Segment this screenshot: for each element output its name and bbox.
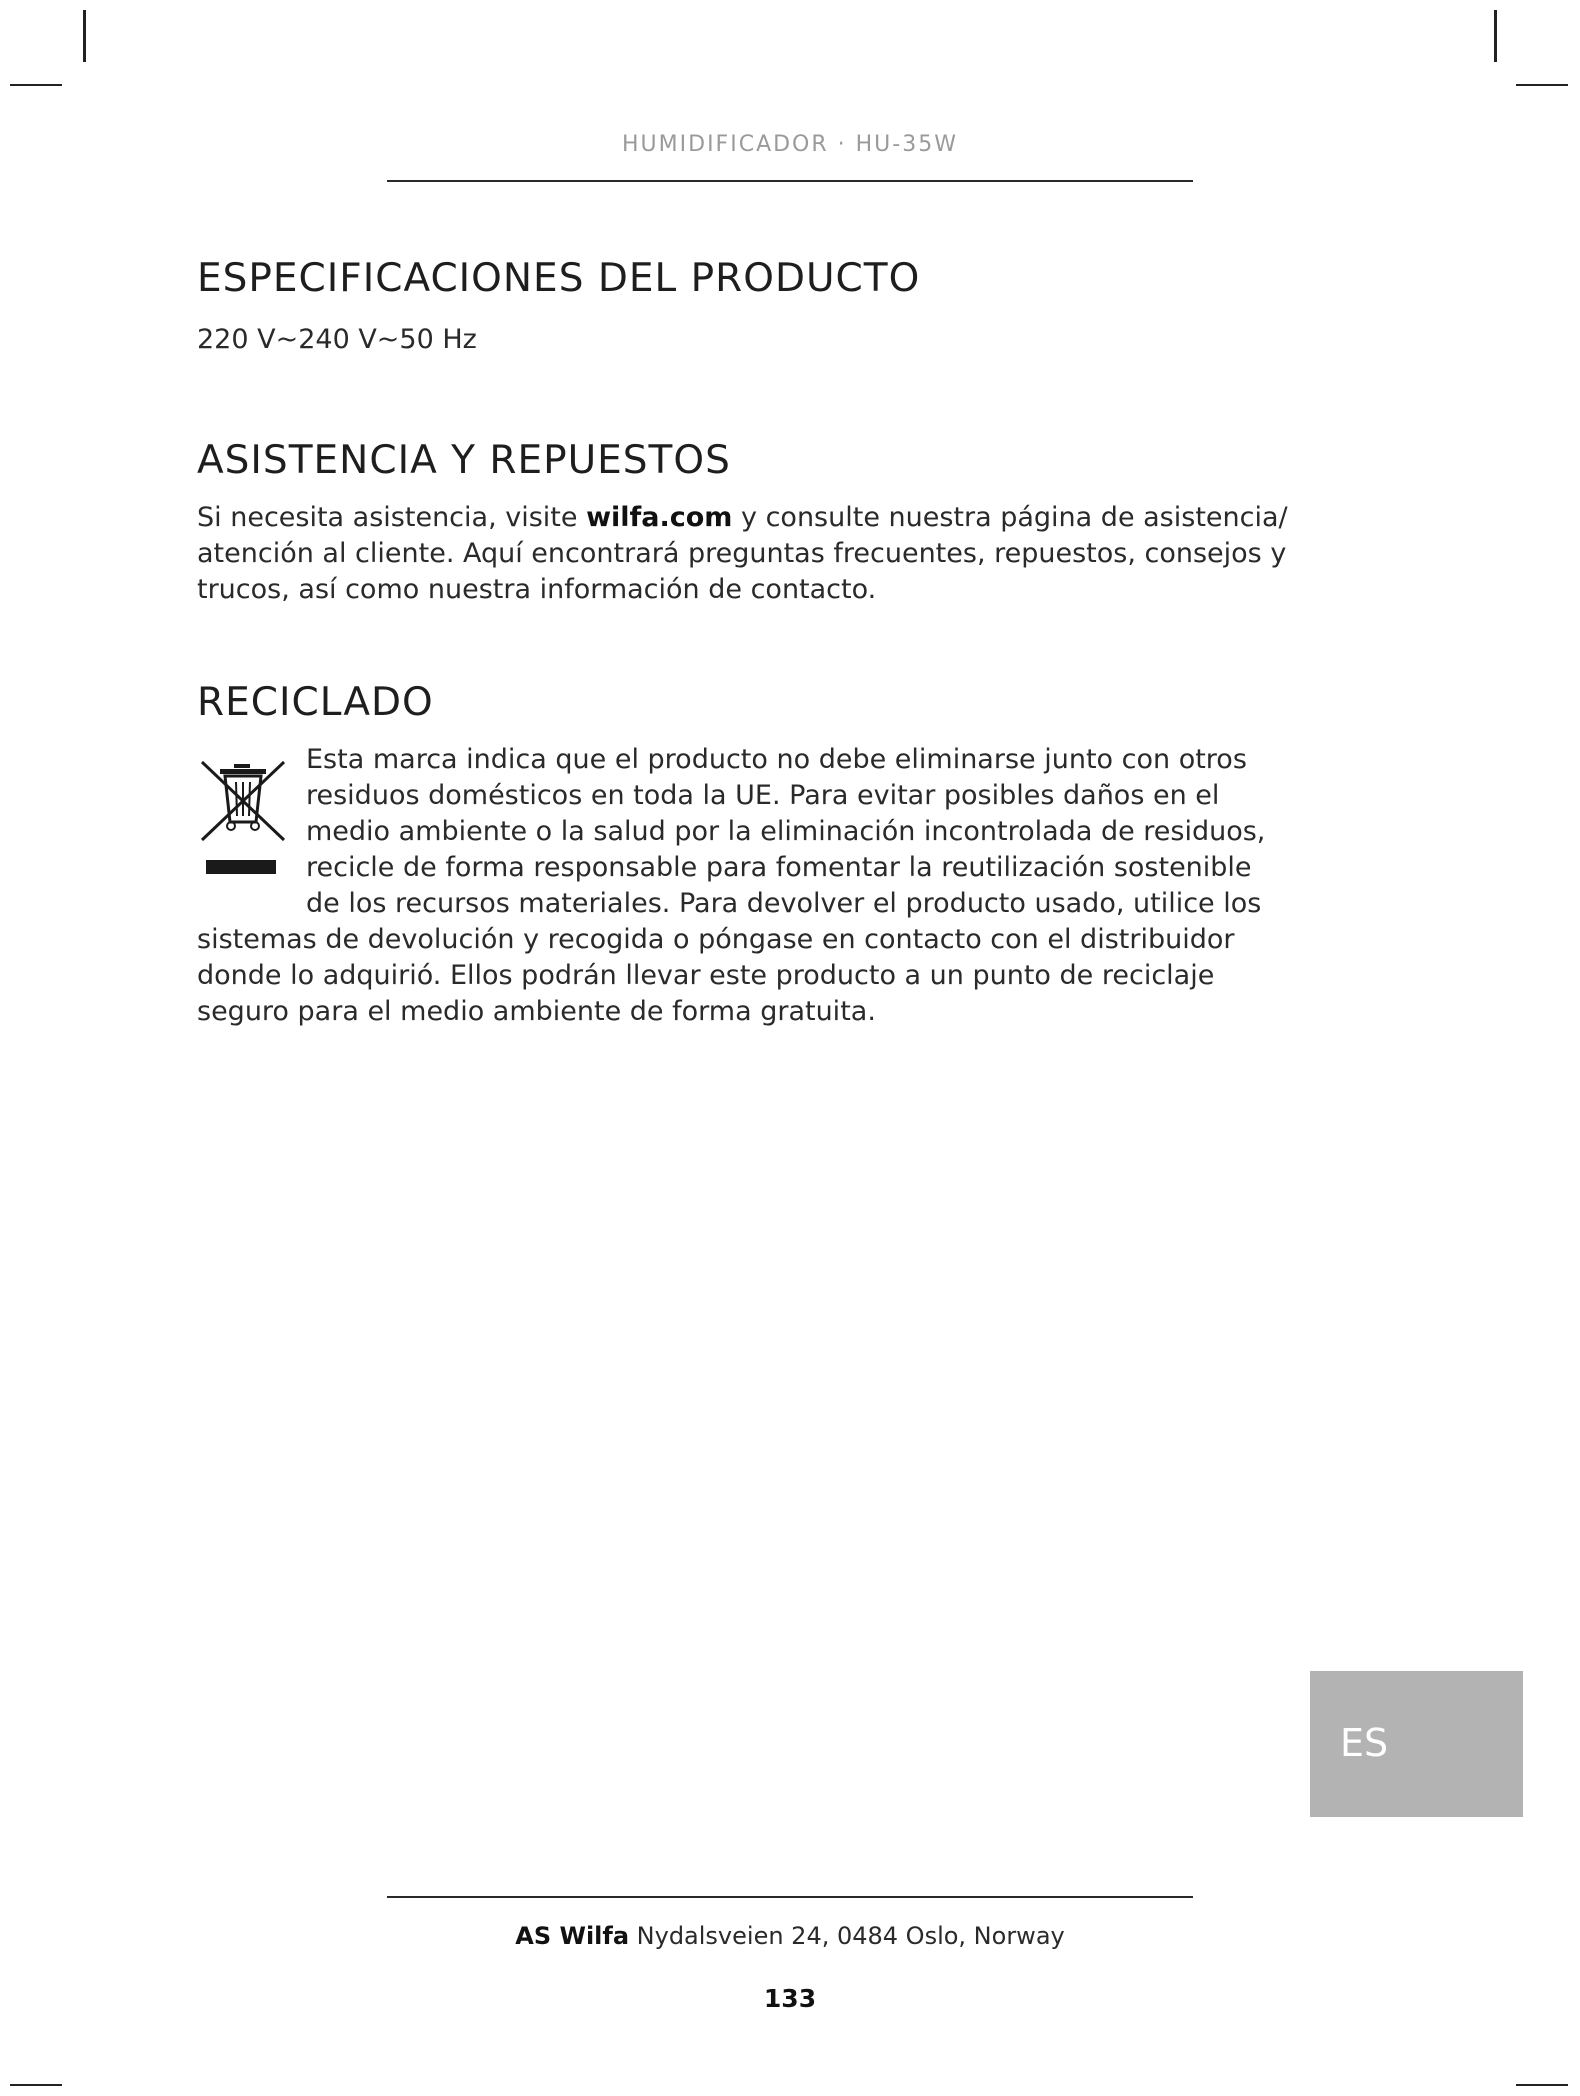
- support-text: Si necesita asistencia, visite: [197, 502, 587, 533]
- running-header: HUMIDIFICADOR · HU-35W: [622, 132, 958, 157]
- recycling-line: sistemas de devolución y recogida o póngase en contacto con el distribuidor: [197, 924, 1235, 955]
- recycling-line: de los recursos materiales. Para devolver el producto usado, utilice los: [306, 888, 1262, 919]
- support-line-2: atención al cliente. Aquí encontrará preguntas frecuentes, repuestos, consejos y: [197, 538, 1287, 569]
- wilfa-link[interactable]: wilfa.com: [586, 502, 733, 533]
- support-line-1: [197, 500, 1297, 536]
- crop-mark-top-left-horizontal: [10, 84, 62, 86]
- page-number: 133: [763, 1984, 817, 2013]
- recycling-line: residuos domésticos en toda la UE. Para evitar posibles daños en el: [306, 780, 1220, 811]
- recycling-line: Esta marca indica que el producto no debe eliminarse junto con otros: [306, 744, 1247, 775]
- support-line-3: trucos, así como nuestra información de contacto.: [197, 574, 877, 605]
- specs-heading: ESPECIFICACIONES DEL PRODUCTO: [197, 256, 921, 301]
- crop-mark-top-left-vertical: [83, 10, 86, 62]
- footer-address: [387, 1922, 1193, 1950]
- language-tab-label: ES: [1340, 1721, 1389, 1765]
- weee-crossed-bin-icon: [198, 752, 288, 882]
- company-name: AS Wilfa: [515, 1922, 630, 1950]
- support-text: y consulte nuestra página de asistencia/: [732, 502, 1288, 533]
- voltage-spec: 220 V~240 V~50 Hz: [197, 324, 477, 355]
- support-paragraph: [197, 500, 1297, 608]
- support-heading: ASISTENCIA Y REPUESTOS: [197, 438, 731, 483]
- crop-mark-top-right-vertical: [1494, 10, 1497, 62]
- crop-mark-bottom-left-horizontal: [10, 2084, 62, 2086]
- recycling-line: donde lo adquirió. Ellos podrán llevar este producto a un punto de reciclaje: [197, 960, 1215, 991]
- language-tab: [1310, 1671, 1523, 1817]
- crop-mark-bottom-right-horizontal: [1516, 2084, 1568, 2086]
- header-rule: [387, 180, 1193, 182]
- recycling-heading: RECICLADO: [197, 680, 434, 725]
- footer-rule: [387, 1896, 1193, 1898]
- company-address: Nydalsveien 24, 0484 Oslo, Norway: [629, 1922, 1065, 1950]
- crop-mark-top-right-horizontal: [1516, 84, 1568, 86]
- recycling-line: recicle de forma responsable para fomentar la reutilización sostenible: [306, 852, 1252, 883]
- recycling-line: medio ambiente o la salud por la eliminación incontrolada de residuos,: [306, 816, 1266, 847]
- recycling-line: seguro para el medio ambiente de forma gratuita.: [197, 996, 876, 1027]
